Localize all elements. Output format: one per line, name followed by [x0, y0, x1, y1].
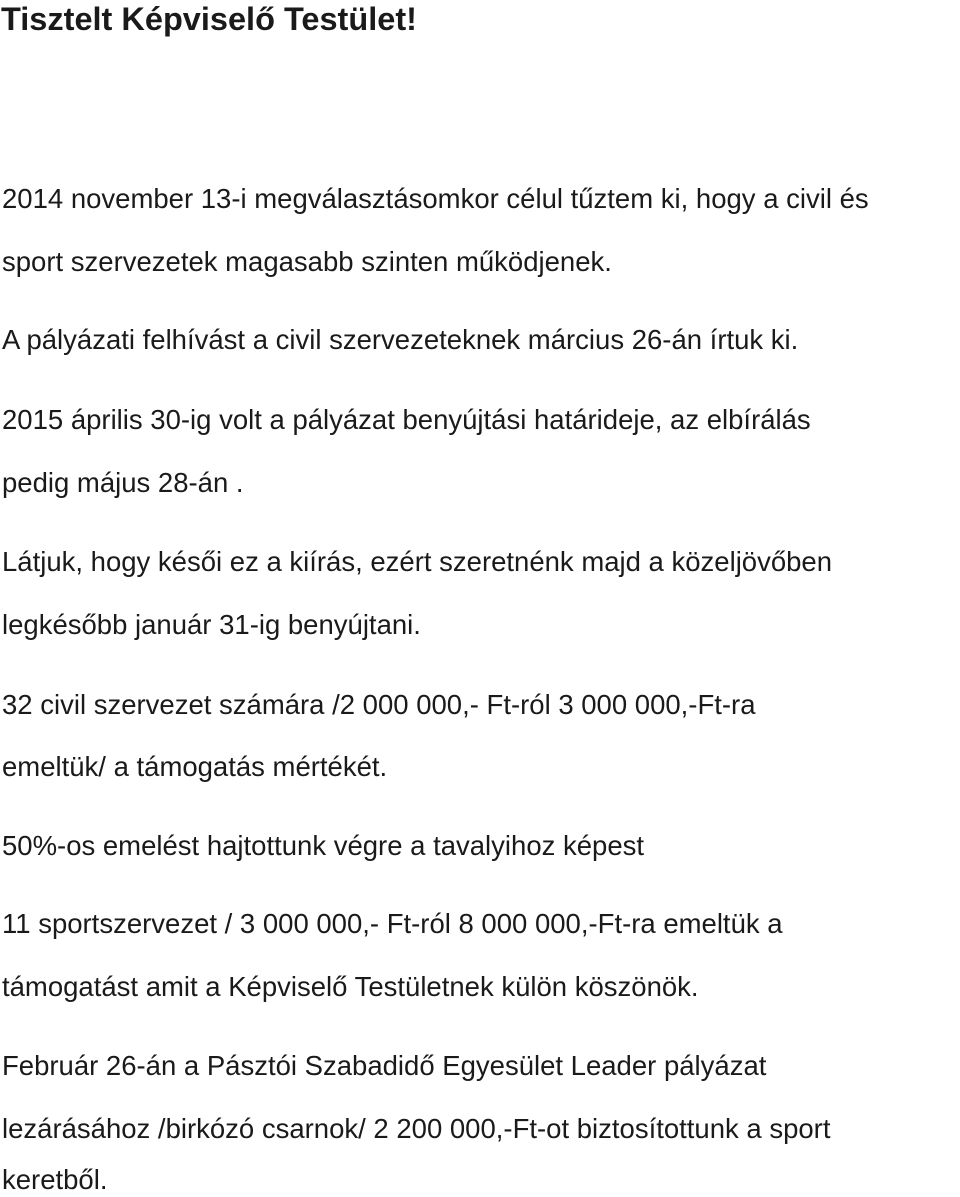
paragraph-line-1: 2014 november 13-i megválasztásomkor célul tűztem ki, hogy a civil és: [2, 183, 869, 214]
paragraph-line-3: A pályázati felhívást a civil szervezeteknek március 26-án írtuk ki.: [2, 324, 799, 355]
paragraph-line-7: legkésőbb január 31-ig benyújtani.: [2, 609, 421, 640]
paragraph-line-12: támogatást amit a Képviselő Testületnek külön köszönök.: [2, 971, 699, 1002]
paragraph-line-13: Február 26-án a Pásztói Szabadidő Egyesület Leader pályázat: [2, 1050, 767, 1081]
paragraph-line-8: 32 civil szervezet számára /2 000 000,- Ft-ról 3 000 000,-Ft-ra: [2, 689, 756, 720]
paragraph-line-4: 2015 április 30-ig volt a pályázat benyújtási határideje, az elbírálás: [2, 404, 811, 435]
paragraph-line-15: keretből.: [2, 1164, 108, 1195]
paragraph-line-14: lezárásához /birkózó csarnok/ 2 200 000,-Ft-ot biztosítottunk a sport: [2, 1113, 831, 1144]
paragraph-line-2: sport szervezetek magasabb szinten működjenek.: [2, 246, 612, 277]
paragraph-line-10: 50%-os emelést hajtottunk végre a tavalyihoz képest: [2, 830, 645, 861]
paragraph-line-11: 11 sportszervezet / 3 000 000,- Ft-ról 8 000 000,-Ft-ra emeltük a: [2, 908, 783, 939]
document-heading: Tisztelt Képviselő Testület!: [1, 1, 417, 37]
paragraph-line-6: Látjuk, hogy késői ez a kiírás, ezért szeretnénk majd a közeljövőben: [2, 546, 833, 577]
paragraph-line-5: pedig május 28-án .: [2, 467, 244, 498]
paragraph-line-9: emeltük/ a támogatás mértékét.: [2, 751, 388, 782]
